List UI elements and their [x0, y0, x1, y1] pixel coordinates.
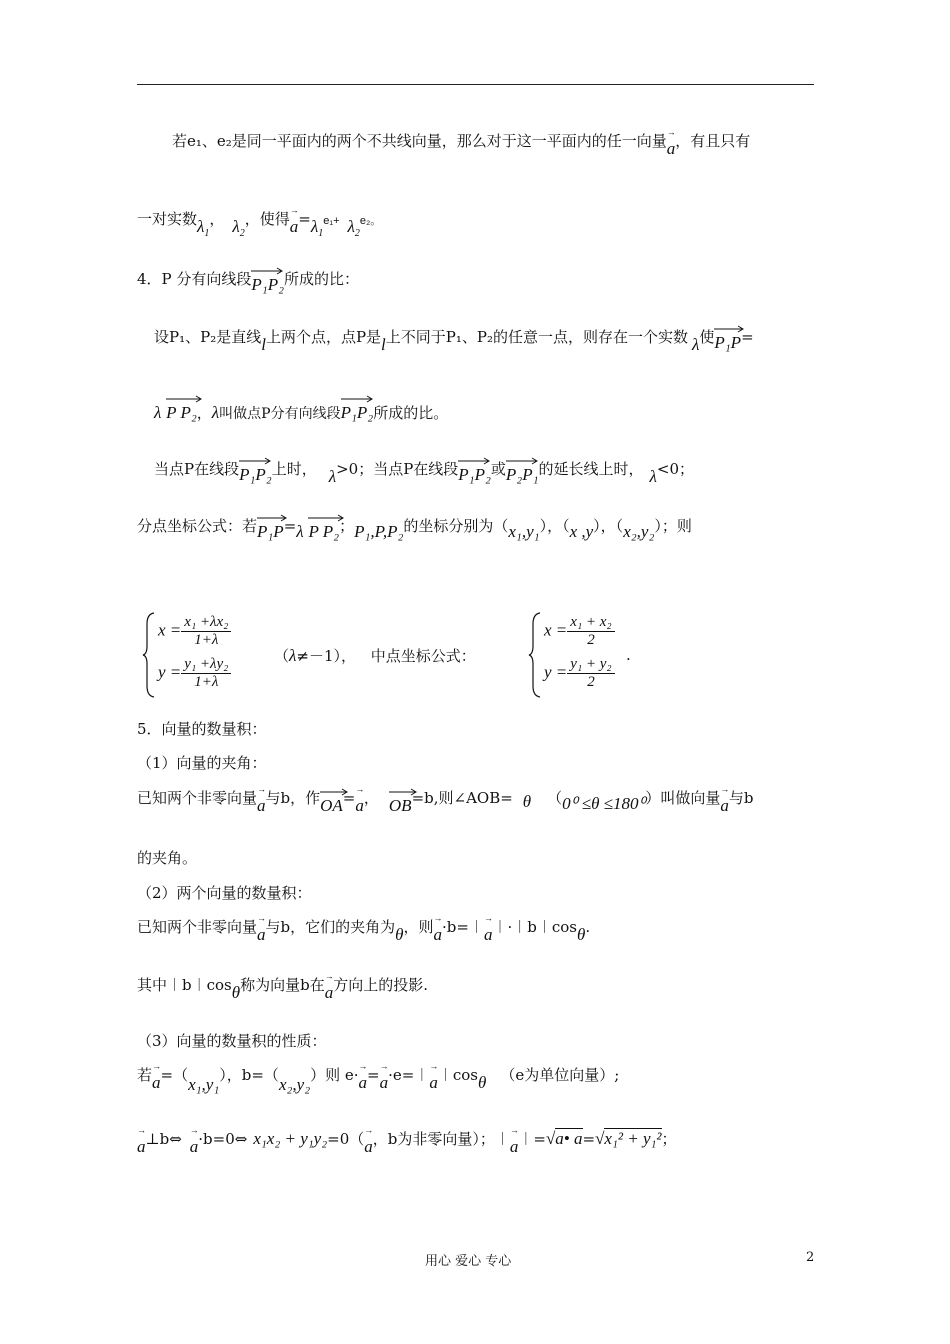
sec5-sub1: （1）向量的夹角： [137, 754, 267, 772]
sec5-s1-line-1: 已知两个非零向量 → a与b，作 OA= → a， OB=b,则∠AOB= θ （0⁰ ≤θ ≤180⁰）叫做向量 → a与b [137, 784, 754, 815]
sec5-s2-line-2: 其中︱b︱cosθ称为向量b在 → a方向上的投影. [137, 971, 428, 1002]
vector-OA: OA [320, 796, 343, 816]
vector-P2P1: P₂P₁ [506, 465, 539, 485]
lambda: λ [296, 522, 304, 541]
text: e₁+ [323, 215, 340, 227]
sec5-s1-line-2: 的夹角。 [137, 849, 198, 867]
lambda2: $\lambda_2$ [347, 217, 360, 239]
lambda: λ [154, 403, 162, 422]
period: . [626, 646, 631, 664]
page-number: 2 [806, 1250, 815, 1265]
sqrt-aa: √a• a [545, 1129, 583, 1148]
text: e₂。 [359, 215, 382, 227]
basis-line-1 [172, 127, 751, 158]
div-condition: （λ≠－1）， 中点坐标公式： [274, 646, 476, 665]
div-formula-x: x = $\frac{\text{x₁ +λx₂}}{1+\lambda}$ [158, 614, 231, 649]
text: = [298, 210, 311, 228]
mid-formula-x: x = $\frac{\text{x₁ + x₂}}{2}$ [544, 614, 615, 649]
sqrt-coords: √x₁² + y₁² [595, 1129, 662, 1148]
brace-left-1 [142, 612, 156, 698]
lambda1: $\lambda_1$ [310, 217, 324, 239]
lambda: λ [211, 403, 220, 422]
lambda: λ [328, 467, 337, 486]
vector-P1P2: P₁P₂ [458, 465, 491, 485]
vector-PP2: P P₂ [308, 522, 339, 542]
footer-text: 用心 爱心 专心 [425, 1254, 512, 1269]
sec4-title: 4．P 分有向线段 P₁P₂所成的比： [137, 270, 360, 294]
sec5-s3-line-1: 若 → a=（x₁,y₁），b=（x₂,y₂）则 e· → a= → a·e=︱ → a︱cosθ （e为单位向量）; [137, 1061, 620, 1094]
coord-p: x ,y [569, 522, 594, 541]
lambda1: $\lambda_1$ [197, 217, 210, 239]
coord-1: x₁,y₁ [508, 522, 540, 541]
text: ，有且只有 [675, 132, 751, 150]
vector-a: → a [666, 127, 676, 158]
vector-PP2: P P₂ [166, 403, 197, 423]
text: 若e₁、e₂是同一平面内的两个不共线向量，那么对于这一平面内的任一向量 [172, 132, 667, 150]
angle-range: 0⁰ ≤θ ≤180⁰ [562, 794, 646, 813]
line-l: l [261, 335, 266, 354]
div-formula-y: y = $\frac{\text{y₁ +λy₂}}{1+\lambda}$ [158, 656, 231, 691]
lambda: λ [649, 467, 657, 486]
sec4-line-2: λ P P₂，λ叫做点P分有向线段 P₁P₂所成的比。 [154, 402, 448, 423]
text: ，使得 [244, 210, 290, 228]
header-rule [137, 84, 814, 85]
line-l: l [381, 335, 386, 354]
dot-product-expr: x₁x₂ + y₁y₂ [253, 1129, 328, 1148]
vector-a: → a [289, 205, 299, 236]
lambda2: $\lambda_2$ [232, 217, 245, 239]
basis-line-2: 一对实数$\lambda_1$， $\lambda_2$，使得 → $a=\lambda_1e_1+ \lambda_2e_2$。 [137, 205, 382, 239]
sec5-s3-line-2: → a⊥b⇔ → a·b=0⇔ x₁x₂ + y₁y₂=0（ → a，b为非零向量）；︱ → a︱=√a• a=√x₁² + y₁²； [137, 1125, 677, 1156]
lambda: λ [692, 335, 700, 354]
vector-P1P2: P₁P₂ [239, 465, 272, 485]
sec4-line-1: 设P₁、P₂是直线l上两个点，点P是l上不同于P₁、P₂的任意一点，则存在一个实数 λ使 P₁P= [154, 328, 754, 354]
brace-left-2 [528, 612, 542, 698]
vector-P1P: P₁P [714, 333, 741, 353]
mid-formula-y: y = $\frac{\text{y₁ + y₂}}{2}$ [544, 656, 615, 691]
sec4-line-3: 当点P在线段 P₁P₂上时， λ>0；当点P在线段 P₁P₂或 P₂P₁的延长线上时， λ<0； [154, 460, 695, 486]
vector-OB: OB [389, 796, 412, 816]
sec4-line-4: 分点坐标公式：若 P₁P=λ P P₂；P₁,P,P₂的坐标分别为（x₁,y₁），（x ,y），（x₂,y₂）；则 [137, 517, 692, 541]
sec5-sub3: （3）向量的数量积的性质： [137, 1032, 327, 1050]
coord-2: x₂,y₂ [623, 522, 655, 541]
sec5-sub2: （2）两个向量的数量积： [137, 884, 312, 902]
vector-P1P: P₁P [257, 522, 284, 542]
text: 一对实数 [137, 210, 198, 228]
vector-P1P2: P₁P₂ [251, 275, 284, 295]
points: P₁,P,P₂ [354, 522, 404, 541]
sec5-s2-line-1: 已知两个非零向量 → a与b，它们的夹角为θ，则 → a·b=︱ → a︱·︱b︱cosθ. [137, 913, 591, 944]
vector-P1P2: P₁P₂ [341, 403, 374, 423]
sec5-title: 5．向量的数量积： [137, 720, 267, 738]
